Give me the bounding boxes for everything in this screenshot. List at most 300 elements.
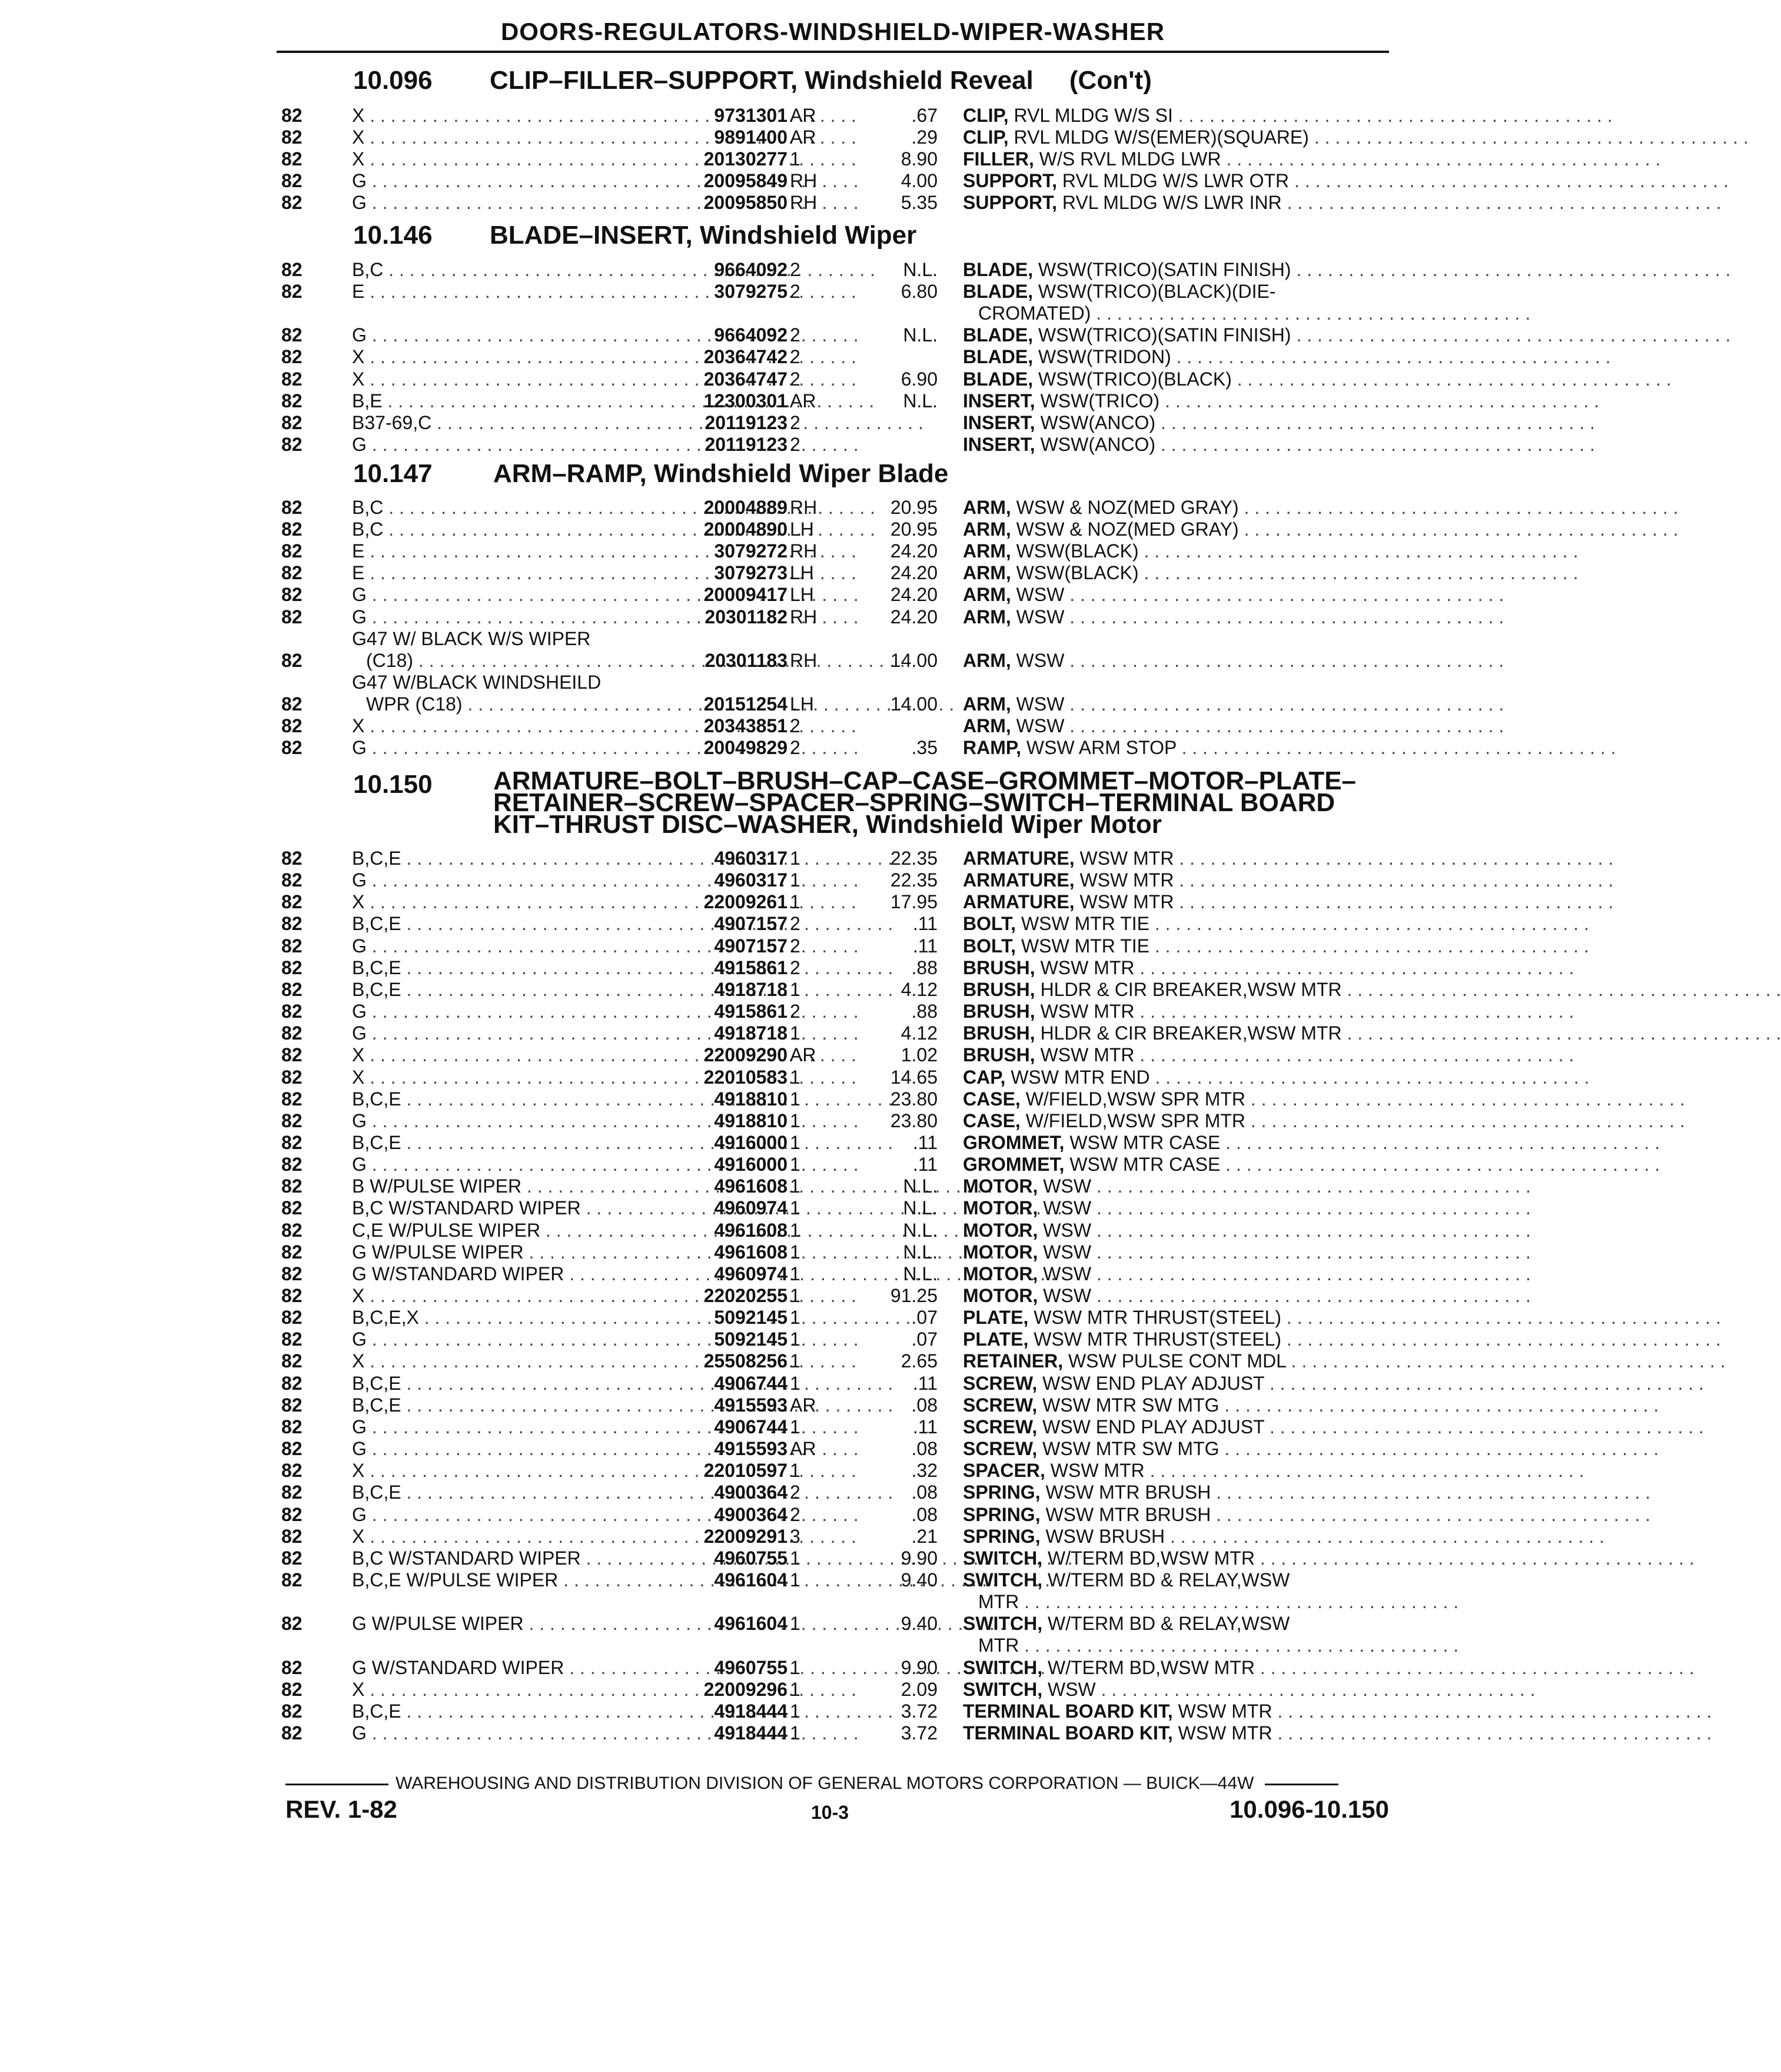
leader-dots: . . . . . . . . . . . . . . . . . . . . . . . . . . . . . . . . . . . . . . . . . . <box>1272 1722 1712 1744</box>
part-number-cell: 4906744 <box>714 1416 788 1437</box>
leader-dots: . . . . . . . . . . . . . . . . . . . . . . . . . . . . . . . . . . . . . . . . . . <box>1219 1438 1659 1460</box>
table-row <box>0 693 1504 715</box>
price-cell: .88 <box>911 1001 938 1022</box>
description-text: WSW END PLAY ADJUST <box>1037 1416 1265 1437</box>
price-cell: 9.40 <box>901 1569 938 1590</box>
description-cell <box>963 562 1579 584</box>
year-cell: 82 <box>281 1219 303 1241</box>
leader-dots: . . . . . . . . . . . . . . . . . . . . . . . . . . . . . . . . . . . . . . . . . . <box>1095 1678 1536 1700</box>
year-cell: 82 <box>281 869 303 891</box>
description-name: INSERT, <box>963 411 1035 433</box>
year-cell: 82 <box>281 1241 303 1263</box>
price-cell: .11 <box>912 1416 938 1437</box>
part-number-cell: 4918810 <box>714 1088 788 1110</box>
description-name: BLADE, <box>963 368 1034 390</box>
footer-rule <box>285 1784 388 1785</box>
price-cell: 9.90 <box>901 1656 938 1678</box>
description-cell <box>963 1307 1721 1329</box>
leader-dots: . . . . . . . . . . . . . . . . . . . . . . . . . . . . . . . . . . . . . . . . . . <box>1176 737 1616 759</box>
price-cell: 24.20 <box>890 540 938 562</box>
model-cell: B,C,E . . . <box>352 1701 658 1722</box>
description-text: WSW <box>1038 1197 1092 1219</box>
price-cell: N.L. <box>903 259 938 280</box>
description-name: TERMINAL BOARD KIT, <box>963 1700 1173 1722</box>
description-text: WSW MTR <box>1074 891 1174 913</box>
model-cell: B,C,E W/PULSE WIPER . . . <box>352 1569 658 1591</box>
quantity-cell: 1 <box>790 1285 800 1306</box>
model-cell: X . . . <box>352 1679 658 1701</box>
year-cell: 82 <box>281 1460 303 1482</box>
description-text: WSW(TRICO)(BLACK) <box>1033 368 1232 390</box>
description-text: WSW MTR BRUSH <box>1040 1482 1211 1503</box>
description-name: ARM, <box>963 497 1011 518</box>
description-name: FILLER, <box>963 148 1034 170</box>
price-cell: 14.00 <box>890 693 938 715</box>
part-number-cell: 4915861 <box>714 957 788 978</box>
description-name: BRUSH, <box>963 1044 1035 1066</box>
description-cell <box>963 105 1613 127</box>
price-cell: N.L. <box>903 1241 938 1263</box>
leader-dots: . . . . . . . . . . . . . . . . . . . . . . . . . . . . . . . . . . . . . . . . . . <box>1238 497 1679 518</box>
leader-dots: . . . . . . . . . . . . . . . . . . . . . . . . . . . . . . . . . . . . . . . . . . <box>1091 1241 1531 1263</box>
part-number-cell: 20151254 <box>703 693 788 715</box>
description-text: WSW MTR <box>1035 957 1135 978</box>
description-cell <box>963 1372 1704 1394</box>
table-row <box>0 1613 1488 1635</box>
table-row <box>0 891 1614 913</box>
model-cell: G . . . <box>352 1329 658 1350</box>
table-row <box>0 1329 1721 1350</box>
section-title: ARM–RAMP, Windshield Wiper Blade <box>493 459 949 488</box>
description-text: W/S RVL MLDG LWR <box>1034 148 1221 170</box>
table-row <box>0 346 1611 368</box>
model-cell: G W/STANDARD WIPER . . . <box>352 1657 658 1679</box>
table-row <box>0 1044 1574 1066</box>
description-cell <box>963 390 1599 412</box>
model-cell: G . . . <box>352 1022 658 1044</box>
part-number-cell: 4907157 <box>714 935 788 957</box>
price-cell: 23.80 <box>890 1110 938 1131</box>
model-cell: B,C . . . <box>352 519 658 540</box>
table-row <box>0 715 1504 737</box>
part-number-cell: 4918444 <box>714 1722 788 1744</box>
price-cell: .29 <box>911 127 938 148</box>
year-cell: 82 <box>281 1197 303 1219</box>
description-text: WSW <box>1038 1176 1092 1197</box>
description-cell <box>963 1044 1574 1066</box>
model-cell: B,C W/STANDARD WIPER . . . <box>352 1548 658 1569</box>
model-cell: G . . . <box>352 935 658 957</box>
description-text: WSW <box>1011 606 1065 627</box>
price-cell: 1.02 <box>901 1044 938 1066</box>
price-cell: .07 <box>911 1329 938 1350</box>
leader-dots: . . . . . . . . . . . . . . . . . . . . . . . . . . . . . . . . . . . . . . . . . . <box>1091 1197 1531 1219</box>
leader-dots: . . . . . . . . . . . . . . . . . . . . . . . . . . . . . . . . . . . . . . . . . . <box>1091 1263 1531 1284</box>
header-rule <box>277 51 1389 53</box>
description-name: CLIP, <box>963 127 1009 148</box>
description-text: WSW(TRICO)(BLACK)(DIE- <box>1033 281 1276 303</box>
year-cell: 82 <box>281 606 303 627</box>
model-cell: G . . . <box>352 1154 658 1176</box>
table-row <box>0 1022 1781 1044</box>
description-name: SCREW, <box>963 1416 1038 1437</box>
price-cell: .11 <box>912 1131 938 1153</box>
quantity-cell: 2 <box>790 1503 800 1525</box>
year-cell: 82 <box>281 324 303 346</box>
description-cell <box>963 1678 1536 1701</box>
table-row-continuation <box>0 1635 1488 1656</box>
year-cell: 82 <box>281 1656 303 1678</box>
description-text: WSW(ANCO) <box>1035 411 1156 433</box>
description-name: TERMINAL BOARD KIT, <box>963 1722 1173 1744</box>
description-cell <box>963 715 1504 737</box>
table-row <box>0 259 1731 281</box>
table-row <box>0 1547 1694 1569</box>
year-cell: 82 <box>281 1044 303 1066</box>
table-row <box>0 1460 1584 1482</box>
year-cell: 82 <box>281 848 303 869</box>
description-cell <box>963 1613 1389 1635</box>
price-cell: 4.12 <box>901 978 938 1000</box>
model-cell: X . . . <box>352 1350 658 1372</box>
table-row <box>0 1372 1704 1394</box>
model-cell: X . . . <box>352 105 658 127</box>
leader-dots: . . . . . . . . . . . . . . . . . . . . . . . . . . . . . . . . . . . . . . . . . . <box>1091 1285 1531 1306</box>
quantity-cell: 2 <box>790 433 800 455</box>
description-cell <box>963 1416 1704 1438</box>
description-cell <box>963 913 1589 935</box>
quantity-cell: 2 <box>790 324 800 346</box>
section-number: 10.147 <box>353 459 433 488</box>
year-cell: 82 <box>281 1416 303 1437</box>
quantity-cell: LH <box>790 693 814 715</box>
quantity-cell: 1 <box>790 1307 800 1329</box>
part-number-cell: 4900364 <box>714 1503 788 1525</box>
year-cell: 82 <box>281 1503 303 1525</box>
model-cell: G . . . <box>352 584 658 606</box>
description-text: WSW <box>1038 1241 1092 1263</box>
model-cell: B,C,E . . . <box>352 913 658 935</box>
footer-division: WAREHOUSING AND DISTRIBUTION DIVISION OF GENERAL MOTORS CORPORATION — BUICK—44W <box>396 1774 1254 1793</box>
table-row <box>0 1241 1531 1263</box>
year-cell: 82 <box>281 1438 303 1460</box>
part-number-cell: 22009291 <box>703 1525 788 1547</box>
year-cell: 82 <box>281 1678 303 1700</box>
part-number-cell: 4961604 <box>714 1613 788 1635</box>
model-cell: G . . . <box>352 1504 658 1526</box>
description-text: WSW MTR CASE <box>1064 1154 1221 1176</box>
leader-dots: . . . . . . . . . . . . . . . . . . . . . . . . . . . . . . . . . . . . . . . . . . <box>1308 127 1749 148</box>
model-cell: X . . . <box>352 127 658 148</box>
description-name: BRUSH, <box>963 957 1035 978</box>
price-cell: 14.65 <box>890 1066 938 1088</box>
part-number-cell: 20364742 <box>703 346 788 368</box>
description-cell <box>963 170 1729 192</box>
year-cell: 82 <box>281 1088 303 1110</box>
model-cell: X . . . <box>352 1067 658 1088</box>
price-cell: .35 <box>911 737 938 759</box>
description-name: RETAINER, <box>963 1350 1064 1372</box>
description-cell <box>963 1482 1651 1503</box>
description-cell <box>963 127 1749 148</box>
description-name: ARMATURE, <box>963 848 1075 869</box>
part-number-cell: 4916000 <box>714 1131 788 1153</box>
description-cell <box>963 1329 1721 1350</box>
description-cell <box>963 540 1579 562</box>
year-cell: 82 <box>281 1176 303 1197</box>
year-cell: 82 <box>281 346 303 368</box>
leader-dots: . . . . . . . . . . . . . . . . . . . . . . . . . . . . . . . . . . . . . . . . . . <box>1149 935 1589 957</box>
year-cell: 82 <box>281 737 303 759</box>
description-name: BLADE, <box>963 324 1034 346</box>
quantity-cell: 1 <box>790 1110 800 1131</box>
description-cell <box>963 1394 1659 1416</box>
description-text: WSW MTR TIE <box>1016 935 1149 957</box>
description-cell <box>963 346 1611 368</box>
description-text: WSW END PLAY ADJUST <box>1037 1372 1265 1394</box>
model-cell: G . . . <box>352 324 658 346</box>
description-text: WSW MTR TIE <box>1016 913 1149 935</box>
leader-dots: . . . . . . . . . . . . . . . . . . . . . . . . . . . . . . . . . . . . . . . . . . <box>1019 1591 1459 1613</box>
leader-dots: . . . . . . . . . . . . . . . . . . . . . . . . . . . . . . . . . . . . . . . . . . <box>1064 606 1504 627</box>
description-name: INSERT, <box>963 433 1035 455</box>
price-cell: 14.00 <box>890 649 938 671</box>
part-number-cell: 4961604 <box>714 1569 788 1590</box>
price-cell: N.L. <box>903 1197 938 1219</box>
quantity-cell: 1 <box>790 148 800 170</box>
description-text: CROMATED) <box>978 303 1091 324</box>
description-name: SUPPORT, <box>963 192 1058 214</box>
quantity-cell: AR <box>790 105 816 126</box>
description-name: BRUSH, <box>963 1001 1035 1022</box>
part-number-cell: 9891400 <box>714 127 788 148</box>
leader-dots: . . . . . . . . . . . . . . . . . . . . . . . . . . . . . . . . . . . . . . . . . . <box>1289 170 1729 192</box>
leader-dots: . . . . . . . . . . . . . . . . . . . . . . . . . . . . . . . . . . . . . . . . . . <box>1138 540 1579 562</box>
quantity-cell: 2 <box>790 715 800 736</box>
part-number-cell: 20009417 <box>703 584 788 606</box>
description-name: BLADE, <box>963 346 1034 368</box>
table-row <box>0 1219 1531 1241</box>
year-cell: 82 <box>281 1700 303 1722</box>
leader-dots: . . . . . . . . . . . . . . . . . . . . . . . . . . . . . . . . . . . . . . . . . . <box>1134 1044 1574 1066</box>
model-cell: B,C,E . . . <box>352 848 658 869</box>
model-cell: G W/PULSE WIPER . . . <box>352 1613 658 1635</box>
part-number-cell: 20004890 <box>703 519 788 540</box>
description-cell <box>963 192 1722 214</box>
section-title: CLIP–FILLER–SUPPORT, Windshield Reveal (Con't) <box>490 66 1152 95</box>
quantity-cell: AR <box>790 1044 816 1066</box>
year-cell: 82 <box>281 497 303 518</box>
price-cell: 8.90 <box>901 148 938 170</box>
quantity-cell: 2 <box>790 259 800 280</box>
model-cell: G . . . <box>352 192 658 214</box>
description-cell <box>963 1722 1712 1744</box>
quantity-cell: 2 <box>790 957 800 978</box>
quantity-cell: 1 <box>790 1022 800 1044</box>
description-cell <box>963 1547 1694 1569</box>
leader-dots: . . . . . . . . . . . . . . . . . . . . . . . . . . . . . . . . . . . . . . . . . . <box>1064 584 1504 606</box>
model-cell: E . . . <box>352 540 658 562</box>
year-cell: 82 <box>281 1110 303 1131</box>
part-number-cell: 20301183 <box>705 649 788 671</box>
part-number-cell: 9731301 <box>714 105 788 126</box>
quantity-cell: 1 <box>790 1678 800 1700</box>
table-row <box>0 1416 1704 1438</box>
description-name: ARM, <box>963 584 1011 606</box>
year-cell: 82 <box>281 693 303 715</box>
description-cell <box>963 1503 1651 1526</box>
part-number-cell: 22010583 <box>703 1066 788 1088</box>
leader-dots: . . . . . . . . . . . . . . . . . . . . . . . . . . . . . . . . . . . . . . . . . . <box>1211 1482 1651 1503</box>
description-cell <box>963 848 1614 869</box>
price-cell: N.L. <box>903 1263 938 1284</box>
leader-dots: . . . . . . . . . . . . . . . . . . . . . . . . . . . . . . . . . . . . . . . . . . <box>1211 1503 1651 1525</box>
part-number-cell: 20364747 <box>703 368 788 390</box>
year-cell: 82 <box>281 584 303 606</box>
table-row-continuation <box>0 628 1488 650</box>
part-number-cell: 4918718 <box>714 978 788 1000</box>
description-cell <box>963 1241 1531 1263</box>
price-cell: 9.90 <box>901 1547 938 1569</box>
price-cell: .11 <box>912 913 938 935</box>
part-number-cell: 5092145 <box>714 1307 788 1329</box>
part-number-cell: 3079275 <box>714 281 788 303</box>
table-row <box>0 1700 1712 1722</box>
year-cell: 82 <box>281 957 303 978</box>
price-cell: N.L. <box>903 1219 938 1241</box>
description-cell <box>963 1263 1531 1285</box>
part-number-cell: 4960317 <box>714 869 788 891</box>
description-text: WSW BRUSH <box>1040 1525 1165 1547</box>
description-name: ARM, <box>963 606 1011 627</box>
description-name: SWITCH, <box>963 1656 1043 1678</box>
part-number-cell: 9664092 <box>714 259 788 280</box>
leader-dots: . . . . . . . . . . . . . . . . . . . . . . . . . . . . . . . . . . . . . . . . . . <box>1219 1394 1659 1416</box>
leader-dots: . . . . . . . . . . . . . . . . . . . . . . . . . . . . . . . . . . . . . . . . . . <box>1019 1635 1459 1656</box>
table-row <box>0 1066 1590 1088</box>
model-cell: G . . . <box>352 869 658 891</box>
quantity-cell: 2 <box>790 1001 800 1022</box>
leader-dots: . . . . . . . . . . . . . . . . . . . . . . . . . . . . . . . . . . . . . . . . . . <box>1221 148 1661 170</box>
price-cell: 17.95 <box>890 891 938 913</box>
table-row <box>0 1503 1651 1526</box>
quantity-cell: RH <box>790 497 818 518</box>
quantity-cell: 1 <box>790 848 800 869</box>
description-text: WSW MTR <box>1035 1001 1135 1022</box>
leader-dots: . . . . . . . . . . . . . . . . . . . . . . . . . . . . . . . . . . . . . . . . . . <box>1245 1088 1685 1110</box>
description-name: PLATE, <box>963 1329 1029 1350</box>
table-row <box>0 1394 1659 1416</box>
description-cell <box>963 497 1679 519</box>
quantity-cell: 1 <box>790 1372 800 1394</box>
description-cell <box>963 1088 1685 1110</box>
part-number-cell: 4906744 <box>714 1372 788 1394</box>
model-cell: G . . . <box>352 1416 658 1438</box>
description-name: MOTOR, <box>963 1219 1038 1241</box>
part-number-cell: 20343851 <box>703 715 788 736</box>
section-title-line: RETAINER–SCREW–SPACER–SPRING–SWITCH–TERMINAL BOARD <box>493 788 1335 817</box>
table-row <box>0 148 1661 170</box>
table-row <box>0 1525 1604 1548</box>
table-row <box>0 390 1599 412</box>
table-row <box>0 170 1729 192</box>
description-cell <box>963 693 1504 715</box>
model-cell: X . . . <box>352 891 658 913</box>
price-cell: 23.80 <box>890 1088 938 1110</box>
table-row <box>0 1197 1531 1219</box>
leader-dots: . . . . . . . . . . . . . . . . . . . . . . . . . . . . . . . . . . . . . . . . . . <box>1174 869 1614 891</box>
model-cell: X . . . <box>352 1285 658 1307</box>
page-range: 10.096-10.150 <box>1230 1795 1389 1823</box>
leader-dots: . . . . . . . . . . . . . . . . . . . . . . . . . . . . . . . . . . . . . . . . . . <box>1064 715 1504 736</box>
year-cell: 82 <box>281 540 303 562</box>
description-name: GROMMET, <box>963 1154 1065 1176</box>
year-cell: 82 <box>281 390 303 411</box>
model-cell: B,C,E . . . <box>352 1394 658 1416</box>
description-text: WSW MTR <box>1035 1044 1135 1066</box>
part-number-cell: 4960974 <box>714 1263 788 1284</box>
quantity-cell: 1 <box>790 1613 800 1635</box>
description-name: SCREW, <box>963 1394 1038 1416</box>
footer-division-line <box>285 1774 1389 1794</box>
year-cell: 82 <box>281 1569 303 1590</box>
price-cell: 6.90 <box>901 368 938 390</box>
leader-dots: . . . . . . . . . . . . . . . . . . . . . . . . . . . . . . . . . . . . . . . . . . <box>1174 891 1614 913</box>
model-cell: G . . . <box>352 1110 658 1132</box>
price-cell: 20.95 <box>890 519 938 540</box>
leader-dots: . . . . . . . . . . . . . . . . . . . . . . . . . . . . . . . . . . . . . . . . . . <box>1238 519 1679 540</box>
quantity-cell: 1 <box>790 869 800 891</box>
table-row <box>0 1131 1660 1154</box>
description-cell <box>963 737 1616 759</box>
table-row <box>0 1569 1488 1591</box>
model-cell: G . . . <box>352 1438 658 1460</box>
part-number-cell: 4918810 <box>714 1110 788 1131</box>
description-text: WSW MTR SW MTG <box>1037 1394 1220 1416</box>
description-cell <box>963 368 1672 390</box>
model-cell: X . . . <box>352 1526 658 1548</box>
description-text: WSW MTR <box>1045 1460 1145 1482</box>
description-name: ARMATURE, <box>963 891 1075 913</box>
model-cell: X . . . <box>352 1044 658 1066</box>
part-number-cell: 9664092 <box>714 324 788 346</box>
part-number-cell: 22010597 <box>703 1460 788 1482</box>
price-cell: 6.80 <box>901 281 938 303</box>
year-cell: 82 <box>281 935 303 957</box>
year-cell: 82 <box>281 127 303 148</box>
part-number-cell: 4918444 <box>714 1700 788 1722</box>
quantity-cell: 2 <box>790 411 800 433</box>
description-text: WSW(TRICO) <box>1035 390 1160 411</box>
description-text: RVL MLDG W/S LWR OTR <box>1057 170 1290 192</box>
table-row <box>0 281 1488 303</box>
price-cell: .11 <box>912 935 938 957</box>
description-text: WSW MTR END <box>1005 1066 1150 1088</box>
model-cell: B,C,E . . . <box>352 1373 658 1394</box>
table-row <box>0 1722 1712 1744</box>
quantity-cell: 1 <box>790 1219 800 1241</box>
year-cell: 82 <box>281 519 303 540</box>
description-text: WSW(BLACK) <box>1011 540 1139 562</box>
quantity-cell: RH <box>790 170 818 192</box>
leader-dots: . . . . . . . . . . . . . . . . . . . . . . . . . . . . . . . . . . . . . . . . . . <box>1285 1350 1726 1372</box>
description-cell <box>963 1197 1531 1219</box>
part-number-cell: 3079273 <box>714 562 788 584</box>
quantity-cell: 3 <box>790 1525 800 1547</box>
price-cell: .07 <box>911 1307 938 1329</box>
part-number-cell: 4900364 <box>714 1482 788 1503</box>
description-name: BRUSH, <box>963 978 1035 1000</box>
